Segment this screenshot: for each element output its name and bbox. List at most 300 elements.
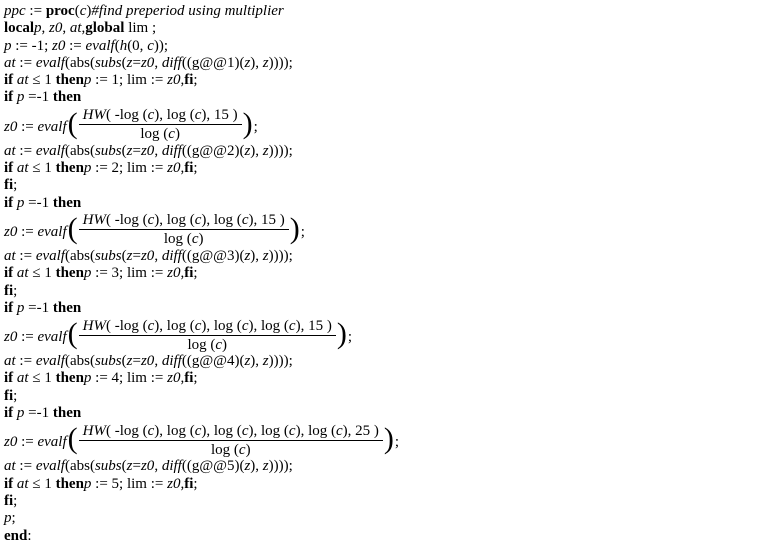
code-segment: h (119, 37, 128, 54)
code-segment: ; (11, 510, 16, 527)
code-segment: at (16, 475, 29, 492)
code-segment: z (262, 353, 269, 370)
code-segment: p (16, 89, 25, 106)
code-segment: ( -log ( (105, 212, 148, 229)
code-segment: , (180, 72, 185, 89)
code-line-11 (4, 195, 768, 212)
code-segment: := -1; (11, 37, 53, 54)
code-segment: ), 15 ) (248, 212, 285, 229)
code-line-17 (4, 317, 768, 353)
code-segment: (0, (127, 37, 148, 54)
code-segment: if (4, 89, 14, 106)
code-segment: evalf (35, 142, 65, 159)
code-segment: c (194, 107, 202, 124)
code-segment: z0 (167, 265, 181, 282)
fraction (79, 423, 383, 458)
code-line-12 (4, 212, 768, 248)
code-segment: , (81, 20, 86, 37)
code-segment: := 2; lim := (91, 160, 168, 177)
code-segment: ≤ 1 (28, 72, 56, 89)
code-segment: ), log ( (201, 212, 242, 229)
code-segment: c (215, 336, 223, 353)
code-segment: if (4, 475, 14, 492)
code-segment: c (238, 441, 246, 458)
code-segment: ) (174, 126, 180, 143)
code-segment: at (4, 353, 16, 370)
code-segment: , (154, 142, 162, 159)
code-segment: ; (347, 329, 352, 346)
code-segment: , (154, 54, 162, 71)
code-line-19 (4, 370, 768, 387)
code-segment: diff (161, 353, 182, 370)
code-segment: HW (82, 317, 106, 334)
code-segment: c (191, 231, 199, 248)
code-line-22 (4, 422, 768, 458)
code-segment: ), log ( (248, 422, 289, 439)
code-segment: )))); (268, 142, 293, 159)
code-segment: diff (161, 142, 182, 159)
code-segment: := 1; lim := (91, 72, 168, 89)
code-segment: evalf (85, 37, 115, 54)
code-segment: ≤ 1 (28, 160, 56, 177)
code-line-20 (4, 388, 768, 405)
code-line-6 (4, 89, 768, 106)
code-segment: c (336, 422, 343, 439)
code-segment: z (126, 54, 133, 71)
code-segment: , (180, 370, 185, 387)
code-segment: at (4, 247, 16, 264)
code-segment: ( -log ( (105, 317, 148, 334)
code-line-7 (4, 107, 768, 143)
code-segment: p (16, 405, 25, 422)
code-segment: then (55, 475, 84, 492)
code-segment: ; (193, 72, 198, 89)
fraction (79, 212, 289, 247)
code-segment: c (241, 212, 249, 229)
code-line-15 (4, 283, 768, 300)
code-segment: z0 (167, 72, 181, 89)
code-segment: at (16, 72, 29, 89)
code-segment: ), (250, 54, 263, 71)
code-segment: ( (114, 37, 120, 54)
code-segment: z0 (52, 37, 66, 54)
code-segment: z (262, 247, 269, 264)
code-segment: z0 (140, 54, 155, 71)
code-segment: fi (4, 177, 14, 194)
code-segment: ), (250, 247, 263, 264)
code-segment: ), log ( (295, 422, 336, 439)
code-segment: ; (193, 160, 198, 177)
code-segment: := (65, 37, 86, 54)
code-segment: HW (82, 422, 106, 439)
code-segment: ≤ 1 (28, 370, 56, 387)
code-segment: := (15, 458, 36, 475)
code-segment: then (52, 299, 82, 316)
code-segment: p (83, 370, 92, 387)
code-segment: z0 (4, 329, 18, 346)
big-close-paren-icon: ) (289, 211, 300, 245)
code-segment: ) (198, 231, 204, 248)
fraction-trail (301, 224, 305, 240)
fraction-numerator (79, 318, 336, 336)
code-segment: then (52, 405, 82, 422)
fraction-lead (4, 434, 67, 450)
code-segment: ), log ( (201, 317, 242, 334)
code-segment: ( (121, 54, 127, 71)
code-segment: ), 25 ) (342, 422, 379, 439)
code-segment: , (154, 247, 162, 264)
code-segment: ((g@@2)( (181, 142, 245, 159)
code-segment: evalf (35, 247, 65, 264)
code-line-26 (4, 510, 768, 527)
code-segment: evalf (37, 329, 67, 346)
code-segment: ( (74, 3, 80, 19)
code-segment: ), (250, 353, 263, 370)
code-segment: z0 (167, 160, 181, 177)
code-segment: then (55, 72, 84, 89)
code-segment: if (4, 72, 14, 89)
code-line-24 (4, 476, 768, 493)
code-segment: = (132, 247, 141, 264)
code-line-16 (4, 300, 768, 317)
code-segment: : (27, 527, 32, 544)
code-segment: ; (13, 177, 18, 194)
code-segment: fi (4, 492, 14, 509)
fraction-trail (395, 434, 399, 450)
code-segment: ( (121, 458, 127, 475)
code-segment: z (244, 353, 251, 370)
code-segment: c (241, 317, 249, 334)
code-segment: if (4, 194, 14, 211)
code-segment: evalf (37, 118, 67, 135)
code-segment: c (194, 422, 202, 439)
code-segment: =-1 (24, 194, 53, 211)
big-open-paren-icon: ( (67, 422, 78, 456)
code-segment: c (241, 422, 249, 439)
code-line-18 (4, 353, 768, 370)
code-segment: ; (193, 265, 198, 282)
code-segment: fi (184, 475, 194, 492)
code-line-23 (4, 458, 768, 475)
code-segment: local (4, 20, 34, 37)
code-segment: , (154, 353, 162, 370)
code-segment: if (4, 405, 14, 422)
code-segment: z0 (140, 142, 155, 159)
code-segment: ), (250, 458, 263, 475)
code-segment: , (41, 20, 49, 37)
code-segment: ≤ 1 (28, 475, 56, 492)
code-segment: log ( (210, 441, 239, 458)
code-segment: ( (121, 247, 127, 264)
code-segment: diff (161, 54, 182, 71)
code-segment: z0 (4, 118, 18, 135)
code-segment: lim ; (124, 20, 157, 37)
code-segment: , (62, 20, 70, 37)
code-segment: ; (193, 475, 198, 492)
fraction-trail (348, 329, 352, 345)
code-segment: at (16, 370, 29, 387)
code-segment: c (194, 317, 202, 334)
code-segment: z0 (49, 20, 63, 37)
code-segment: c (168, 126, 175, 143)
code-segment: then (55, 160, 84, 177)
code-segment: z0 (167, 370, 181, 387)
code-segment: at (4, 54, 16, 71)
code-segment: z0 (140, 353, 155, 370)
code-segment: then (55, 370, 84, 387)
code-segment: ), 15 ) (201, 107, 238, 124)
code-segment: then (52, 89, 82, 106)
code-segment: z (262, 142, 269, 159)
code-segment: := (15, 353, 36, 370)
code-segment: ) (222, 336, 228, 353)
code-segment: (abs( (64, 458, 95, 475)
code-segment: c (79, 3, 87, 19)
code-segment: z (244, 458, 251, 475)
code-line-21 (4, 405, 768, 422)
code-segment: ((g@@1)( (181, 54, 245, 71)
code-segment: subs (94, 142, 122, 159)
code-segment: end (4, 527, 28, 544)
code-segment: z0 (140, 247, 155, 264)
fraction-numerator (79, 212, 289, 230)
code-segment: , (180, 160, 185, 177)
code-segment: z (244, 54, 251, 71)
code-segment: := (17, 223, 38, 240)
code-segment: , (180, 475, 185, 492)
big-close-paren-icon: ) (336, 317, 347, 351)
code-segment: ), 15 ) (295, 317, 332, 334)
code-segment: )))); (268, 353, 293, 370)
code-segment: log ( (187, 336, 216, 353)
code-segment: := (17, 434, 38, 451)
code-segment: p (4, 510, 12, 527)
code-segment: ((g@@3)( (181, 247, 245, 264)
code-segment: ), log ( (248, 317, 289, 334)
big-close-paren-icon: ) (242, 106, 253, 140)
code-segment: subs (94, 353, 122, 370)
code-segment: fi (184, 160, 194, 177)
code-segment: z (126, 353, 133, 370)
code-segment: p (16, 194, 25, 211)
code-segment: fi (184, 265, 194, 282)
code-segment: if (4, 299, 14, 316)
code-segment: ), log ( (154, 317, 195, 334)
code-segment: (abs( (64, 142, 95, 159)
code-segment: (abs( (64, 54, 95, 71)
code-segment: z (126, 142, 133, 159)
code-segment: then (52, 194, 82, 211)
code-segment: c (147, 37, 154, 54)
code-segment: ; (13, 282, 18, 299)
code-segment: c (194, 212, 202, 229)
code-segment: z0 (4, 434, 18, 451)
code-segment: )))); (268, 54, 293, 71)
code-segment: diff (161, 458, 182, 475)
code-segment: at (69, 20, 82, 37)
code-segment: := (17, 118, 38, 135)
fraction-numerator (79, 423, 383, 441)
code-segment: ( (121, 353, 127, 370)
fraction-lead (4, 119, 67, 135)
code-segment: = (132, 458, 141, 475)
code-segment: := (15, 142, 36, 159)
code-segment: evalf (37, 434, 67, 451)
code-segment: HW (82, 107, 106, 124)
code-line-4 (4, 55, 768, 72)
code-segment: ((g@@5)( (181, 458, 245, 475)
code-segment: := 5; lim := (91, 475, 168, 492)
code-segment: z0 (4, 223, 18, 240)
code-segment: z0 (167, 475, 181, 492)
big-open-paren-icon: ( (67, 106, 78, 140)
code-segment: := (25, 3, 46, 19)
code-segment: )))); (268, 458, 293, 475)
code-line-13 (4, 248, 768, 265)
fraction-denominator (164, 230, 204, 247)
fraction-lead (4, 329, 67, 345)
code-segment: z (262, 458, 269, 475)
code-segment: ( (121, 142, 127, 159)
code-segment: c (288, 317, 296, 334)
code-segment: , (180, 265, 185, 282)
code-segment: fi (184, 72, 194, 89)
code-line-3 (4, 38, 768, 55)
code-segment: if (4, 160, 14, 177)
code-segment: (abs( (64, 353, 95, 370)
code-segment: ) (86, 3, 92, 19)
code-segment: #find preperiod using multiplier (91, 3, 284, 19)
code-line-10 (4, 177, 768, 194)
code-segment: =-1 (24, 405, 53, 422)
fraction-trail (254, 119, 258, 135)
fraction-denominator (140, 125, 180, 142)
code-segment: z (126, 458, 133, 475)
code-line-5 (4, 72, 768, 89)
code-segment: := (17, 329, 38, 346)
code-segment: = (132, 353, 141, 370)
code-segment: = (132, 54, 141, 71)
code-segment: = (132, 142, 141, 159)
code-segment: ≤ 1 (28, 265, 56, 282)
code-segment: )); (153, 37, 169, 54)
code-segment: := (15, 247, 36, 264)
code-segment: ), log ( (201, 422, 242, 439)
code-segment: , (154, 458, 162, 475)
code-segment: HW (82, 212, 106, 229)
code-segment: ; (193, 370, 198, 387)
code-segment: ) (245, 441, 251, 458)
code-segment: =-1 (24, 89, 53, 106)
code-line-8 (4, 143, 768, 160)
big-open-paren-icon: ( (67, 211, 78, 245)
fraction-lead (4, 224, 67, 240)
code-segment: p (83, 475, 92, 492)
code-segment: := (15, 54, 36, 71)
code-segment: proc (45, 3, 75, 19)
code-segment: )))); (268, 247, 293, 264)
code-segment: log ( (163, 231, 192, 248)
code-segment: subs (94, 54, 122, 71)
code-segment: subs (94, 458, 122, 475)
code-segment: p (16, 299, 25, 316)
code-segment: z (244, 142, 251, 159)
code-segment: ), log ( (154, 422, 195, 439)
code-segment: if (4, 370, 14, 387)
code-segment: ; (13, 492, 18, 509)
code-segment: evalf (37, 223, 67, 240)
code-segment: ( -log ( (105, 107, 148, 124)
code-segment: z (126, 247, 133, 264)
code-line-1 (4, 3, 768, 20)
code-segment: p (83, 72, 92, 89)
code-segment: fi (4, 387, 14, 404)
big-close-paren-icon: ) (383, 422, 394, 456)
code-segment: fi (184, 370, 194, 387)
code-segment: global (85, 20, 125, 37)
code-segment: ; (13, 387, 18, 404)
code-segment: z0 (140, 458, 155, 475)
code-segment: ; (300, 223, 305, 240)
fraction (79, 107, 242, 142)
fraction-denominator (211, 441, 251, 458)
code-segment: z (262, 54, 269, 71)
code-segment: if (4, 265, 14, 282)
code-segment: ), log ( (154, 107, 195, 124)
code-segment: c (288, 422, 296, 439)
code-segment: p (4, 37, 12, 54)
code-line-2 (4, 20, 768, 37)
fraction (79, 318, 336, 353)
code-segment: ), log ( (154, 212, 195, 229)
big-open-paren-icon: ( (67, 317, 78, 351)
code-segment: evalf (35, 54, 65, 71)
code-segment: (abs( (64, 247, 95, 264)
code-segment: at (4, 458, 16, 475)
code-segment: subs (94, 247, 122, 264)
fraction-numerator (79, 107, 242, 125)
code-segment: p (83, 265, 92, 282)
code-segment: ; (394, 434, 400, 451)
code-line-9 (4, 160, 768, 177)
code-segment: log ( (140, 126, 169, 143)
code-segment: ((g@@4)( (181, 353, 245, 370)
fraction-denominator (187, 336, 227, 353)
code-segment: ( -log ( (105, 422, 148, 439)
code-segment: then (55, 265, 84, 282)
code-segment: =-1 (24, 299, 53, 316)
code-line-27 (4, 528, 768, 545)
code-segment: p (34, 20, 42, 37)
code-segment: at (16, 160, 29, 177)
code-segment: := 3; lim := (91, 265, 168, 282)
code-segment: := 4; lim := (91, 370, 168, 387)
code-segment: evalf (35, 353, 65, 370)
code-segment: ; (253, 118, 258, 135)
code-segment: c (147, 317, 155, 334)
code-segment: c (147, 212, 155, 229)
code-segment: evalf (35, 458, 65, 475)
code-segment: c (147, 422, 155, 439)
code-segment: ), (250, 142, 263, 159)
code-line-25 (4, 493, 768, 510)
code-line-14 (4, 265, 768, 282)
code-segment: p (83, 160, 92, 177)
code-segment: at (4, 142, 16, 159)
code-segment: fi (4, 282, 14, 299)
code-segment: ppc (4, 3, 26, 19)
code-segment: z (244, 247, 251, 264)
